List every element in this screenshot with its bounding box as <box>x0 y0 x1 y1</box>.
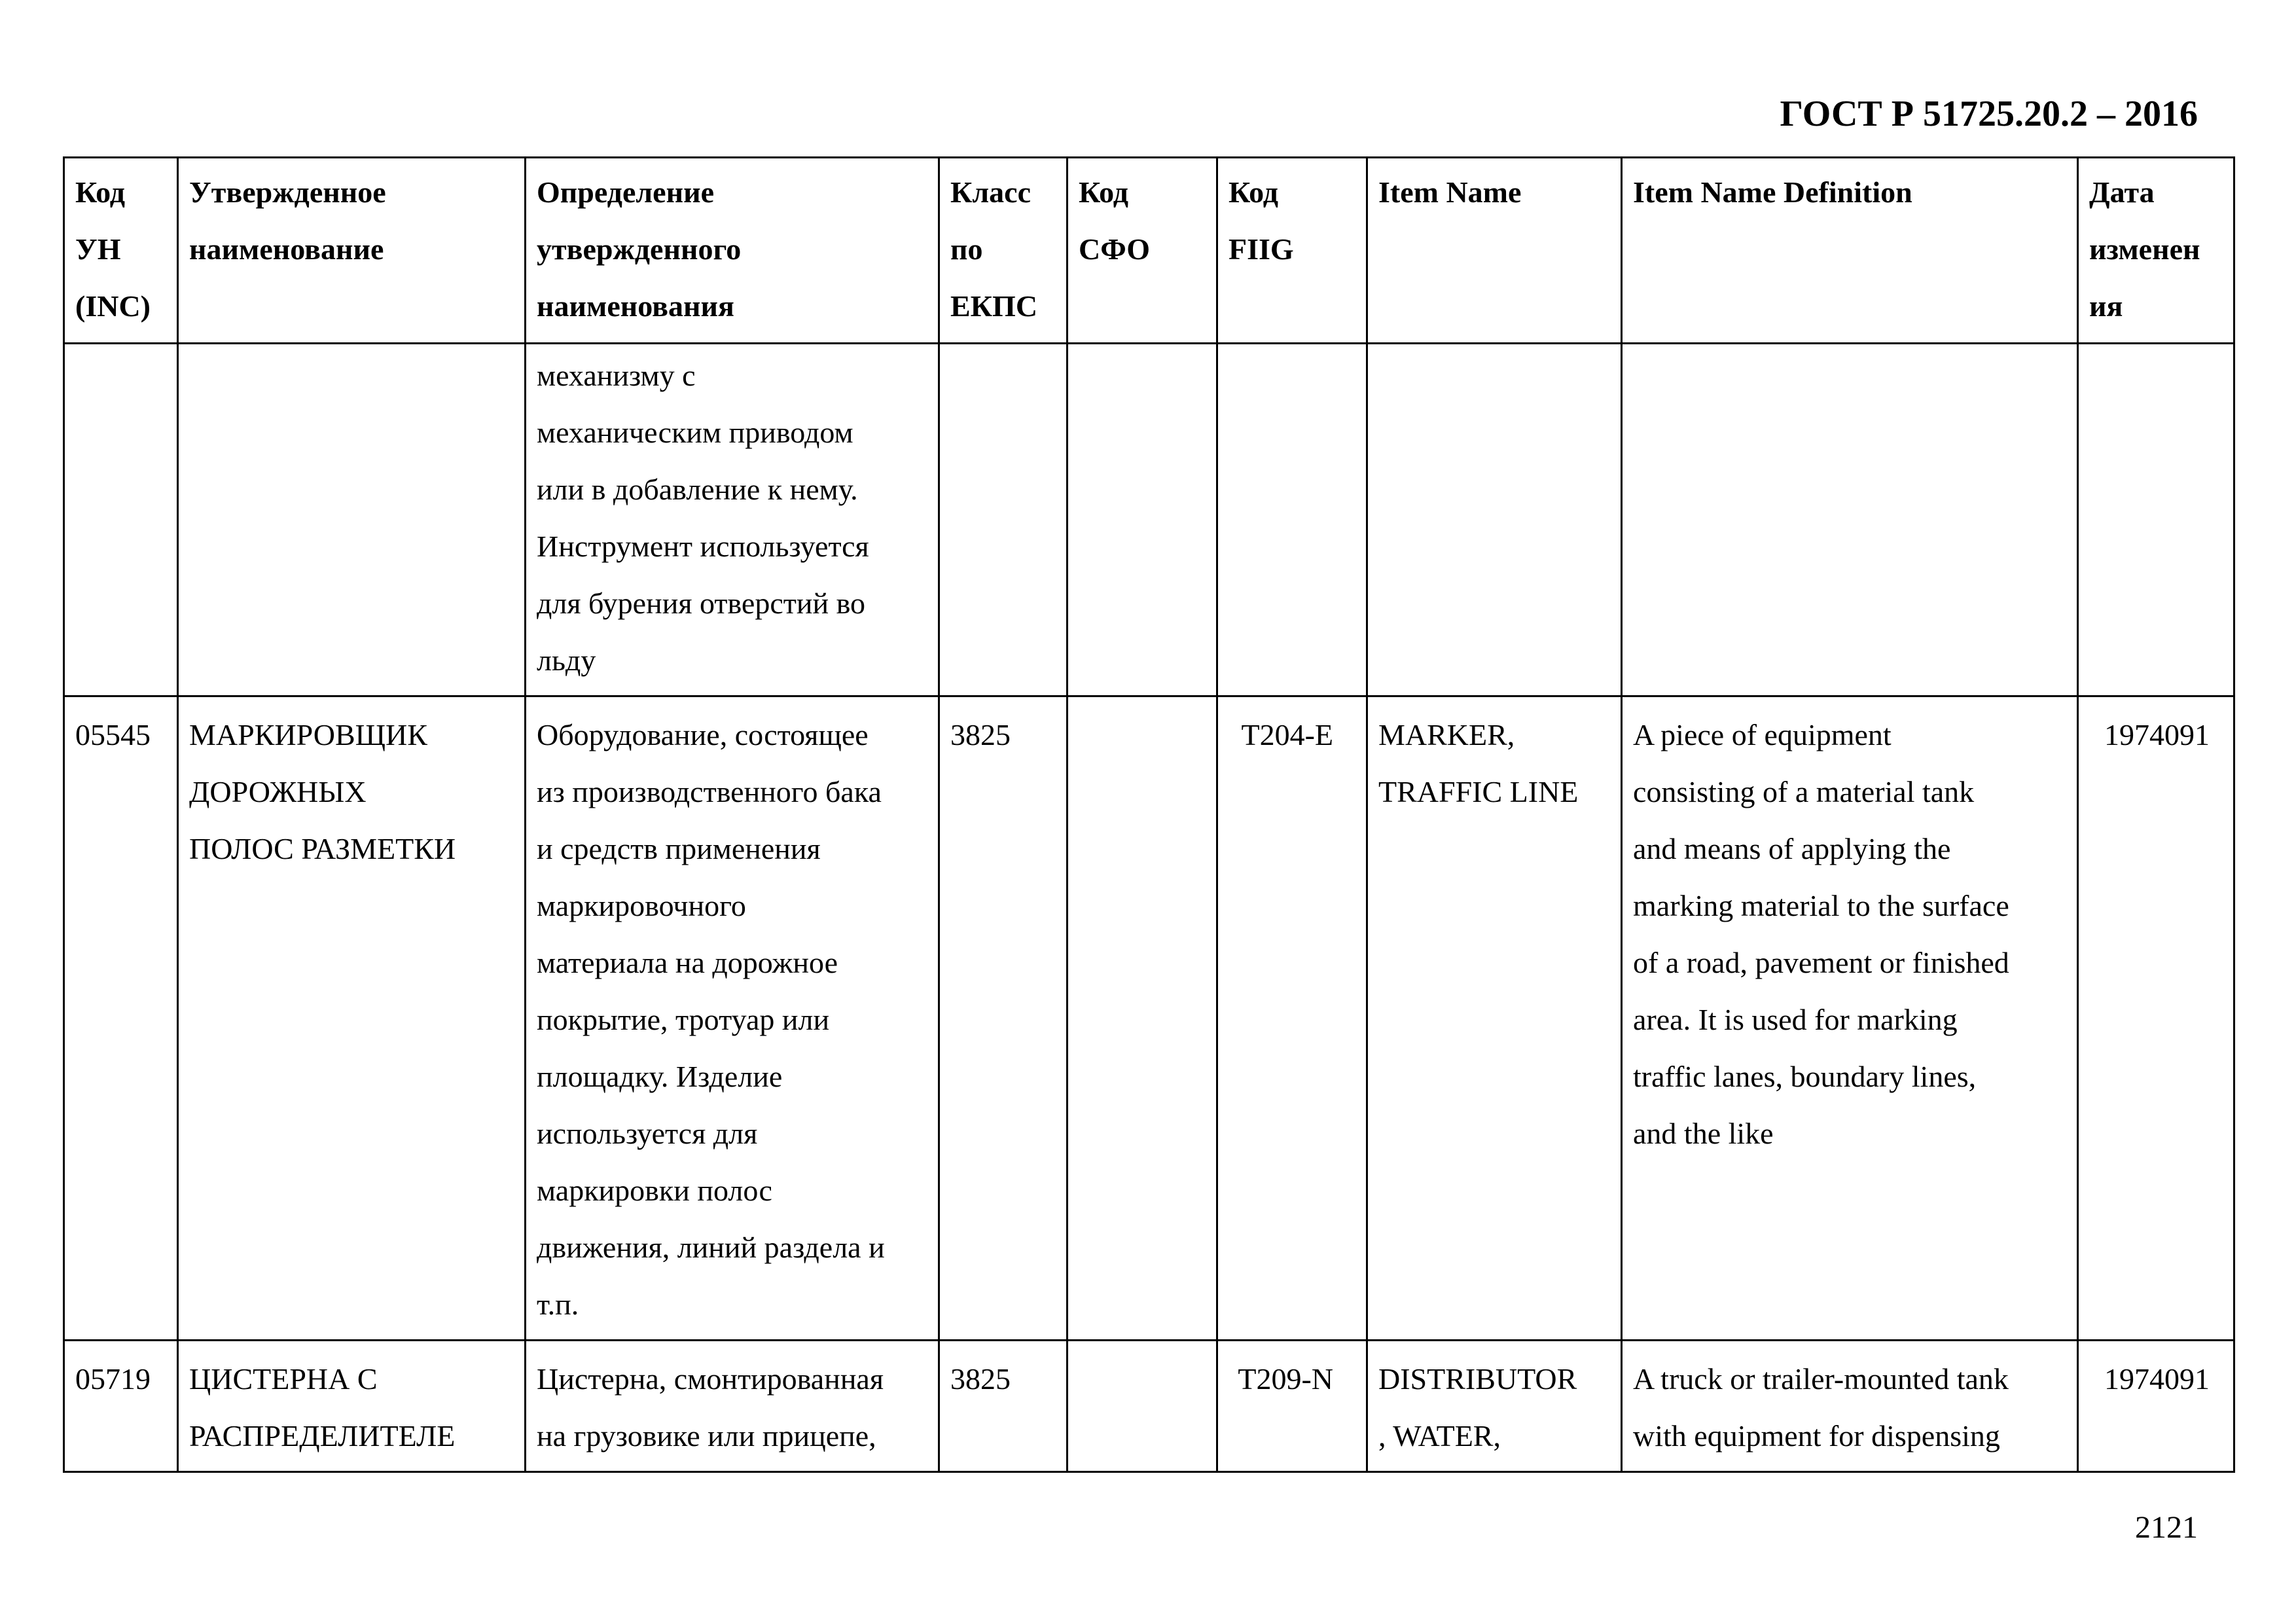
cell-definition <box>526 696 939 1341</box>
cell-text-line: consisting of a material tank <box>1633 775 1975 808</box>
cell-approved-name <box>178 344 526 696</box>
cell-item-name <box>1367 344 1622 696</box>
cell-text-line: РАСПРЕДЕЛИТЕЛЕ <box>189 1419 456 1453</box>
cell-text-line: marking material to the surface <box>1633 889 2009 922</box>
cell-text-line: СФО <box>1079 232 1151 266</box>
table-header <box>64 158 2234 344</box>
cell-text-line: FIIG <box>1229 232 1294 266</box>
cell-text-line: and means of applying the <box>1633 832 1951 865</box>
cell-text-line: ия <box>2089 289 2123 323</box>
cell-definition <box>526 1341 939 1472</box>
cell-text-line: Инструмент используется <box>537 530 869 563</box>
cell-text-line: льду <box>537 643 596 677</box>
cell-text-line: ЕКПС <box>950 289 1038 323</box>
cell-text-line: MARKER, <box>1378 718 1515 751</box>
cell-text-line: Класс <box>950 175 1031 209</box>
header-item-name-definition <box>1622 158 2078 344</box>
cell-inc <box>64 344 178 696</box>
cell-text-line: материала на дорожное <box>537 946 838 979</box>
cell-text-line: 3825 <box>950 718 1011 751</box>
cell-item-name-definition <box>1622 696 2078 1341</box>
cell-text-line: на грузовике или прицепе, <box>537 1419 876 1453</box>
header-approved-name <box>178 158 526 344</box>
cell-text-line: Цистерна, смонтированная <box>537 1362 884 1396</box>
cell-approved-name <box>178 1341 526 1472</box>
cell-text-line: A truck or trailer-mounted tank <box>1633 1362 2009 1396</box>
cell-text-line: DISTRIBUTOR <box>1378 1362 1577 1396</box>
table-row <box>64 344 2234 696</box>
cell-item-name-definition <box>1622 344 2078 696</box>
cell-text-line: traffic lanes, boundary lines, <box>1633 1060 1977 1093</box>
cell-sfo-code <box>1067 344 1217 696</box>
header-approved-name-definition <box>526 158 939 344</box>
cell-text-line: движения, линий раздела и <box>537 1231 885 1264</box>
cell-text-line: with equipment for dispensing <box>1633 1419 2000 1453</box>
cell-text-line: по <box>950 232 983 266</box>
table-row <box>64 1341 2234 1472</box>
header-ekps-class <box>939 158 1067 344</box>
cell-text-line: утвержденного <box>537 232 742 266</box>
cell-text-line: Item Name <box>1378 175 1522 209</box>
header-item-name <box>1367 158 1622 344</box>
cell-change-date <box>2078 1341 2234 1472</box>
header-change-date <box>2078 158 2234 344</box>
cell-text-line: используется для <box>537 1117 758 1150</box>
cell-item-name <box>1367 696 1622 1341</box>
cell-text-line: УН <box>75 232 121 266</box>
cell-sfo-code <box>1067 1341 1217 1472</box>
cell-text-line: и средств применения <box>537 832 821 865</box>
cell-text-line: Утвержденное <box>189 175 386 209</box>
cell-text-line: наименование <box>189 232 384 266</box>
cell-text-line: of a road, pavement or finished <box>1633 946 2009 979</box>
cell-text-line: , WATER, <box>1378 1419 1501 1453</box>
cell-sfo-code <box>1067 696 1217 1341</box>
cell-inc <box>64 696 178 1341</box>
cell-text-line: МАРКИРОВЩИК <box>189 718 427 751</box>
cell-text-line: ЦИСТЕРНА С <box>189 1362 378 1396</box>
cell-ekps-class <box>939 344 1067 696</box>
table-body <box>64 344 2234 1472</box>
cell-text-line: T209-N <box>1238 1362 1333 1396</box>
cell-text-line: Дата <box>2089 175 2155 209</box>
cell-change-date <box>2078 344 2234 696</box>
cell-text-line: маркировки полос <box>537 1174 772 1207</box>
cell-text-line: Определение <box>537 175 715 209</box>
cell-text-line: или в добавление к нему. <box>537 473 858 506</box>
cell-inc <box>64 1341 178 1472</box>
cell-text-line: для бурения отверстий во <box>537 586 866 620</box>
cell-text-line: изменен <box>2089 232 2200 266</box>
classification-table <box>63 156 2235 1473</box>
document-standard-header: ГОСТ Р 51725.20.2 – 2016 <box>1780 94 2198 134</box>
header-inc-code <box>64 158 178 344</box>
page-number: 2121 <box>2135 1510 2198 1545</box>
cell-text-line: Код <box>75 175 126 209</box>
cell-text-line: Код <box>1079 175 1129 209</box>
cell-fiig-code <box>1217 696 1367 1341</box>
cell-text-line: из производственного бака <box>537 775 882 808</box>
cell-text-line: ПОЛОС РАЗМЕТКИ <box>189 832 456 865</box>
cell-text-line: маркировочного <box>537 889 746 922</box>
cell-text-line: and the like <box>1633 1117 1774 1150</box>
header-sfo-code <box>1067 158 1217 344</box>
cell-text-line: площадку. Изделие <box>537 1060 783 1093</box>
header-fiig-code <box>1217 158 1367 344</box>
cell-text-line: механическим приводом <box>537 416 853 449</box>
cell-text-line: 05719 <box>75 1362 151 1396</box>
cell-text-line: 1974091 <box>2104 718 2210 751</box>
cell-change-date <box>2078 696 2234 1341</box>
cell-text-line: area. It is used for marking <box>1633 1003 1958 1036</box>
cell-text-line: 1974091 <box>2104 1362 2210 1396</box>
cell-text-line: 05545 <box>75 718 151 751</box>
cell-fiig-code <box>1217 1341 1367 1472</box>
cell-text-line: Оборудование, состоящее <box>537 718 869 751</box>
cell-text-line: A piece of equipment <box>1633 718 1892 751</box>
cell-approved-name <box>178 696 526 1341</box>
cell-text-line: Item Name Definition <box>1633 175 1912 209</box>
cell-item-name <box>1367 1341 1622 1472</box>
cell-ekps-class <box>939 696 1067 1341</box>
cell-text-line: ДОРОЖНЫХ <box>189 775 367 808</box>
cell-text-line: 3825 <box>950 1362 1011 1396</box>
cell-text-line: Код <box>1229 175 1279 209</box>
cell-fiig-code <box>1217 344 1367 696</box>
cell-ekps-class <box>939 1341 1067 1472</box>
table-row <box>64 696 2234 1341</box>
cell-definition <box>526 344 939 696</box>
cell-text-line: покрытие, тротуар или <box>537 1003 830 1036</box>
header-row <box>64 158 2234 344</box>
cell-text-line: (INC) <box>75 289 151 323</box>
cell-text-line: TRAFFIC LINE <box>1378 775 1579 808</box>
cell-text-line: наименования <box>537 289 734 323</box>
cell-item-name-definition <box>1622 1341 2078 1472</box>
cell-text-line: т.п. <box>537 1288 579 1321</box>
cell-text-line: механизму с <box>537 359 696 392</box>
cell-text-line: T204-E <box>1241 718 1333 751</box>
